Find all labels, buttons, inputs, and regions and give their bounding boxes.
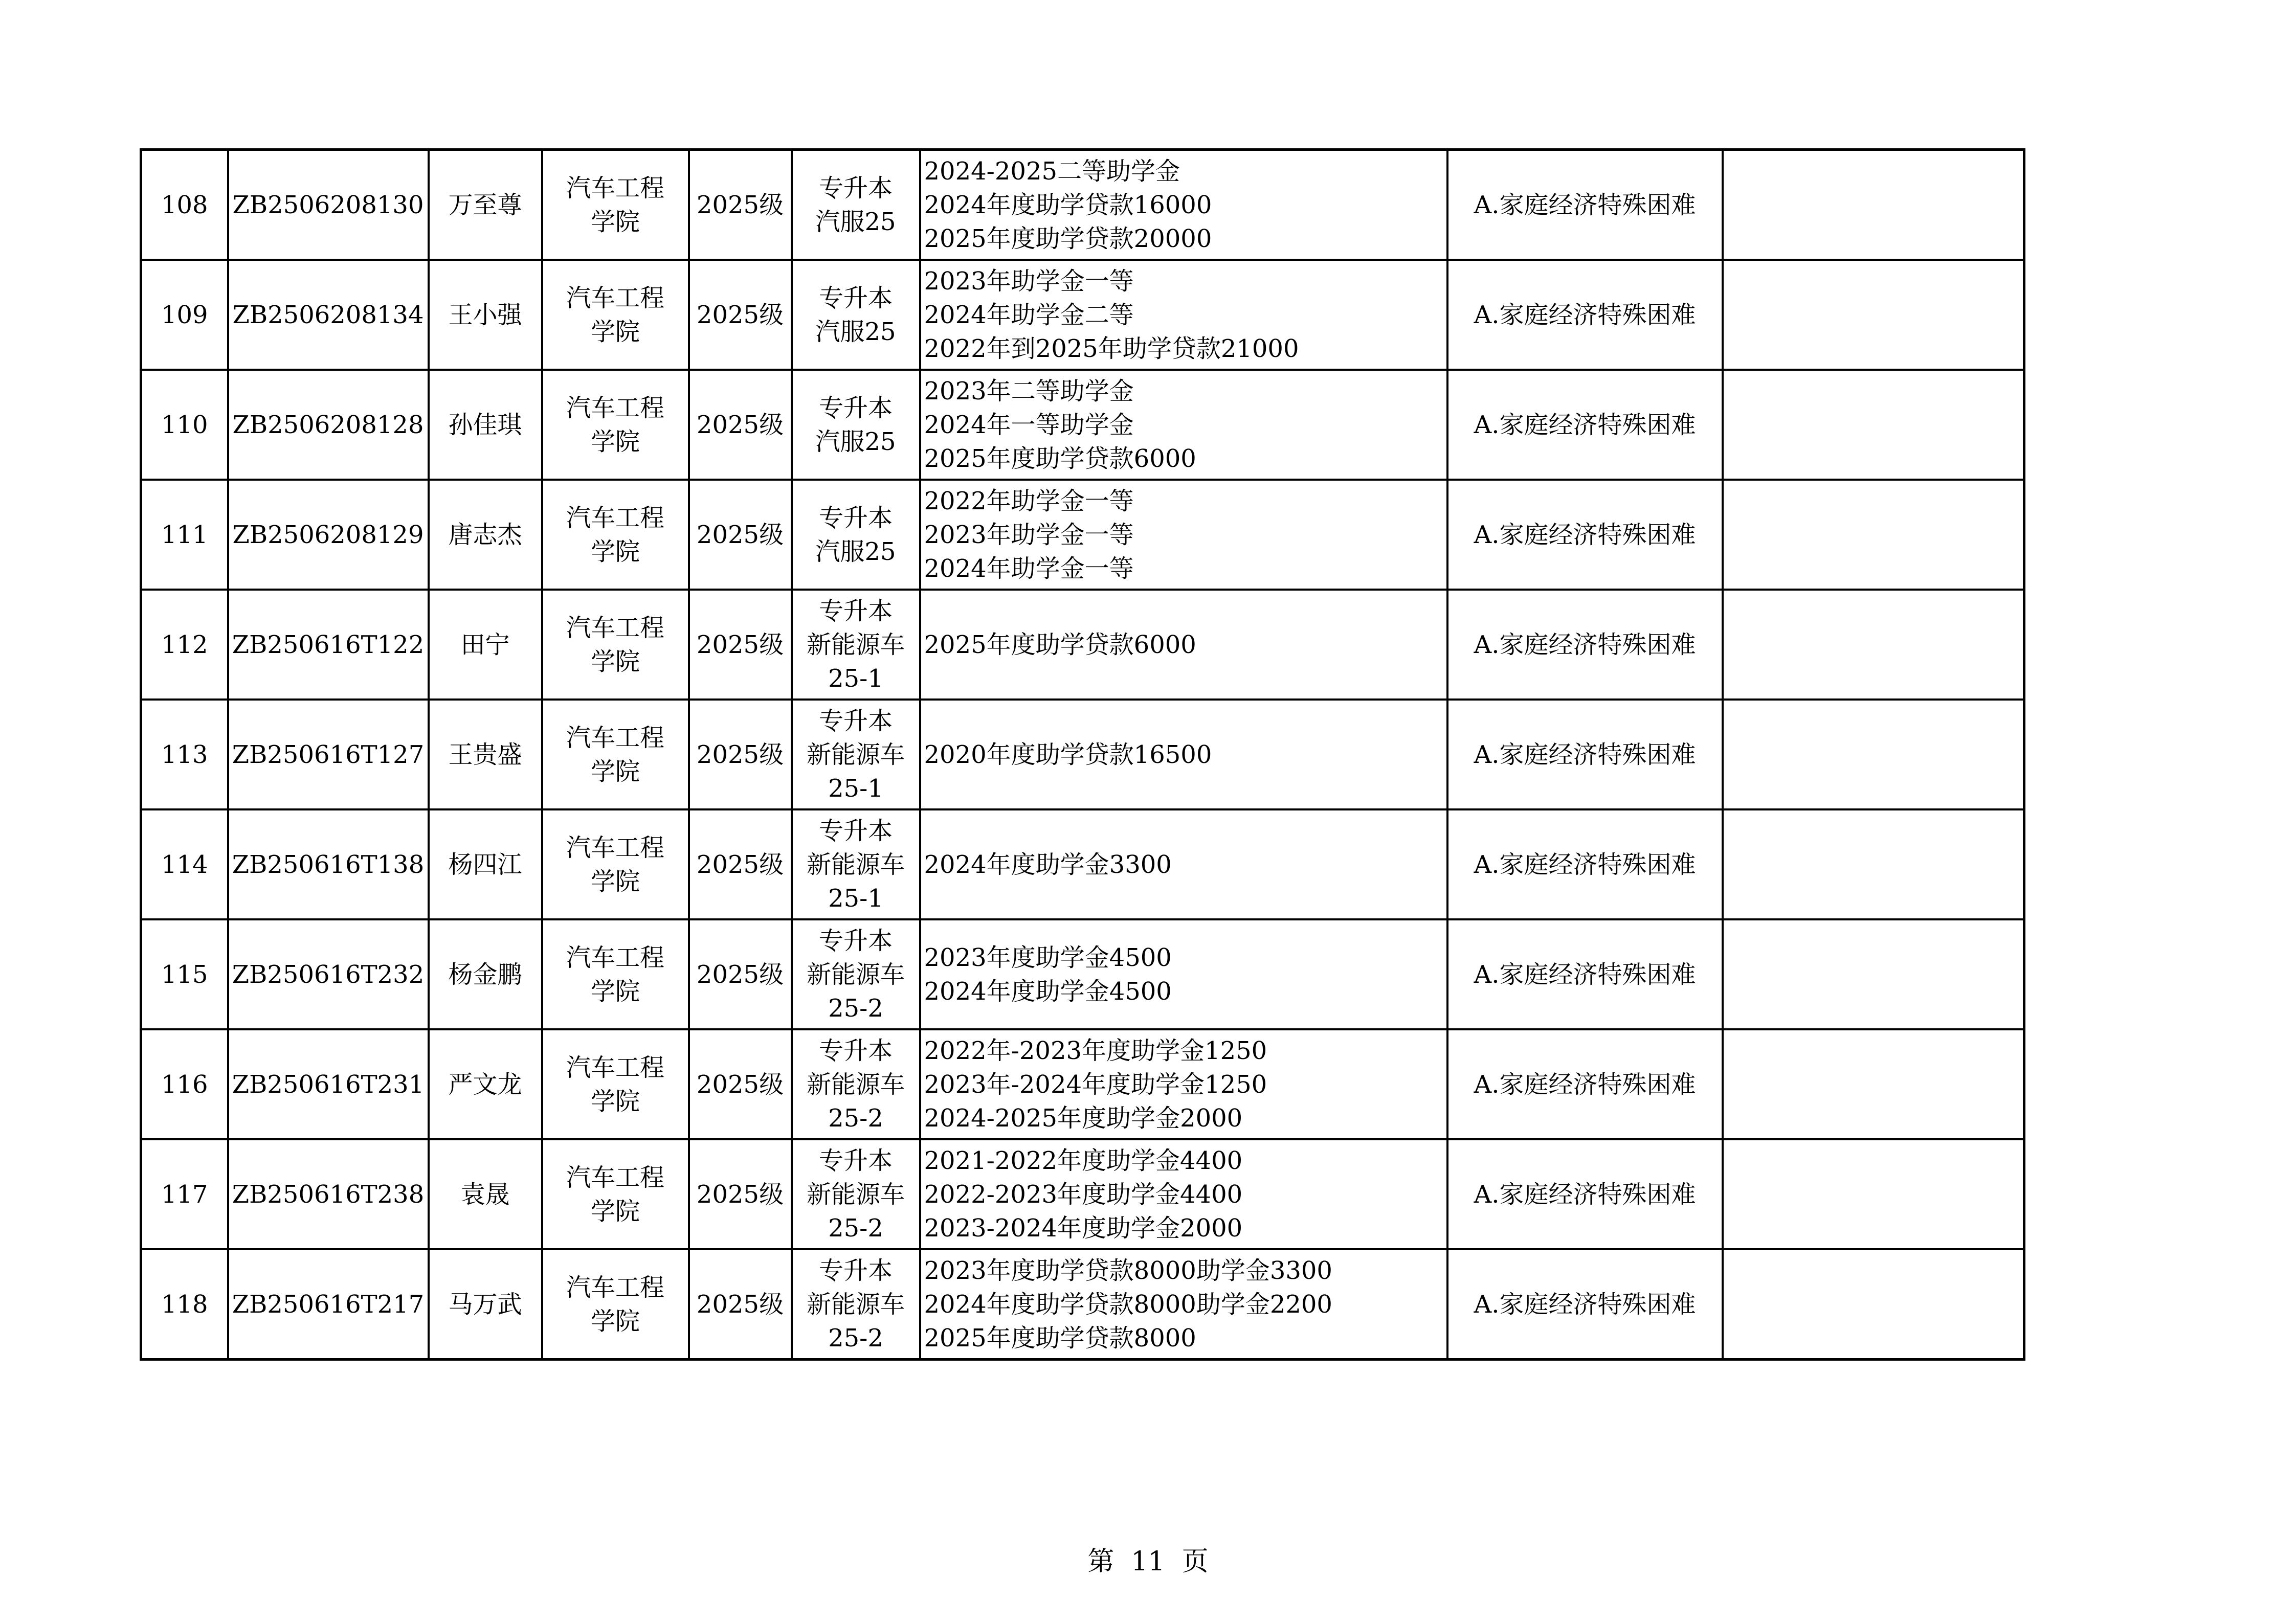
cell-college bbox=[542, 150, 689, 260]
cell-college-line: 汽车工程 bbox=[566, 833, 664, 862]
cell-name: 王贵盛 bbox=[429, 700, 542, 809]
cell-name: 杨金鹏 bbox=[429, 919, 542, 1029]
cell-class-line: 25-1 bbox=[828, 664, 883, 693]
cell-name: 唐志杰 bbox=[429, 480, 542, 590]
cell-college-line: 汽车工程 bbox=[566, 393, 664, 422]
cell-note bbox=[1723, 1139, 2024, 1249]
cell-class-line: 新能源车 bbox=[806, 960, 905, 989]
cell-name: 严文龙 bbox=[429, 1029, 542, 1139]
cell-aid-history bbox=[920, 590, 1447, 700]
cell-seq: 118 bbox=[141, 1249, 228, 1360]
cell-aid-history-line: 2024年度助学金4500 bbox=[924, 977, 1172, 1006]
cell-grade: 2025级 bbox=[689, 809, 792, 919]
cell-class-line: 专升本 bbox=[818, 816, 893, 845]
cell-aid-history-line: 2023-2024年度助学金2000 bbox=[924, 1213, 1243, 1243]
cell-college-line: 汽车工程 bbox=[566, 283, 664, 312]
cell-class-line: 新能源车 bbox=[806, 850, 905, 879]
cell-class bbox=[792, 480, 920, 590]
cell-seq: 110 bbox=[141, 370, 228, 480]
cell-aid-history-line: 2023年助学金一等 bbox=[924, 520, 1134, 549]
cell-class bbox=[792, 590, 920, 700]
cell-difficulty-type: A.家庭经济特殊困难 bbox=[1447, 370, 1723, 480]
cell-aid-history-line: 2023年-2024年度助学金1250 bbox=[924, 1070, 1267, 1099]
cell-aid-history bbox=[920, 700, 1447, 809]
cell-college-line: 汽车工程 bbox=[566, 173, 664, 202]
cell-aid-history-line: 2024年度助学金3300 bbox=[924, 850, 1172, 879]
cell-difficulty-type: A.家庭经济特殊困难 bbox=[1447, 1249, 1723, 1360]
cell-name: 马万武 bbox=[429, 1249, 542, 1360]
cell-aid-history-line: 2025年度助学贷款8000 bbox=[924, 1323, 1196, 1352]
cell-name: 万至尊 bbox=[429, 150, 542, 260]
cell-college-line: 学院 bbox=[590, 647, 640, 676]
cell-class-line: 新能源车 bbox=[806, 1290, 905, 1319]
cell-college-line: 学院 bbox=[590, 427, 640, 456]
cell-college bbox=[542, 1139, 689, 1249]
cell-class bbox=[792, 1249, 920, 1360]
cell-student-id: ZB250616T127 bbox=[228, 700, 429, 809]
cell-aid-history-line: 2023年二等助学金 bbox=[924, 376, 1134, 405]
cell-name: 王小强 bbox=[429, 260, 542, 370]
cell-note bbox=[1723, 590, 2024, 700]
cell-class-line: 25-1 bbox=[828, 884, 883, 913]
cell-aid-history bbox=[920, 370, 1447, 480]
cell-seq: 115 bbox=[141, 919, 228, 1029]
cell-student-id: ZB2506208129 bbox=[228, 480, 429, 590]
cell-college bbox=[542, 480, 689, 590]
cell-aid-history-line: 2025年度助学贷款6000 bbox=[924, 444, 1196, 473]
cell-note bbox=[1723, 919, 2024, 1029]
cell-student-id: ZB2506208134 bbox=[228, 260, 429, 370]
cell-student-id: ZB250616T138 bbox=[228, 809, 429, 919]
cell-college-line: 学院 bbox=[590, 1306, 640, 1336]
cell-aid-history-line: 2025年度助学贷款6000 bbox=[924, 630, 1196, 659]
cell-grade: 2025级 bbox=[689, 370, 792, 480]
page-number: 第 11 页 bbox=[1087, 1546, 1209, 1577]
cell-class-line: 专升本 bbox=[818, 706, 893, 735]
table-row bbox=[141, 260, 2024, 370]
cell-name: 袁晟 bbox=[429, 1139, 542, 1249]
cell-class-line: 专升本 bbox=[818, 596, 893, 625]
cell-aid-history bbox=[920, 260, 1447, 370]
cell-class-line: 汽服25 bbox=[815, 207, 896, 236]
cell-class bbox=[792, 809, 920, 919]
cell-grade: 2025级 bbox=[689, 260, 792, 370]
cell-college bbox=[542, 590, 689, 700]
cell-class bbox=[792, 1139, 920, 1249]
cell-note bbox=[1723, 1249, 2024, 1360]
cell-college-line: 学院 bbox=[590, 537, 640, 566]
cell-college-line: 学院 bbox=[590, 207, 640, 236]
cell-grade: 2025级 bbox=[689, 1139, 792, 1249]
cell-college bbox=[542, 260, 689, 370]
cell-aid-history-line: 2022-2023年度助学金4400 bbox=[924, 1180, 1243, 1209]
cell-class bbox=[792, 1029, 920, 1139]
cell-aid-history-line: 2023年度助学贷款8000助学金3300 bbox=[924, 1256, 1332, 1285]
cell-note bbox=[1723, 150, 2024, 260]
cell-aid-history bbox=[920, 1249, 1447, 1360]
cell-grade: 2025级 bbox=[689, 700, 792, 809]
cell-college bbox=[542, 1249, 689, 1360]
cell-class-line: 新能源车 bbox=[806, 1180, 905, 1209]
cell-college-line: 汽车工程 bbox=[566, 503, 664, 532]
cell-aid-history bbox=[920, 919, 1447, 1029]
cell-aid-history-line: 2022年-2023年度助学金1250 bbox=[924, 1036, 1267, 1065]
cell-grade: 2025级 bbox=[689, 480, 792, 590]
cell-difficulty-type: A.家庭经济特殊困难 bbox=[1447, 150, 1723, 260]
cell-student-id: ZB250616T238 bbox=[228, 1139, 429, 1249]
cell-aid-history-line: 2024-2025年度助学金2000 bbox=[924, 1103, 1243, 1133]
table-row bbox=[141, 1139, 2024, 1249]
cell-aid-history bbox=[920, 480, 1447, 590]
cell-aid-history-line: 2024年助学金一等 bbox=[924, 554, 1134, 583]
table-row bbox=[141, 919, 2024, 1029]
cell-aid-history-line: 2021-2022年度助学金4400 bbox=[924, 1146, 1243, 1175]
cell-seq: 108 bbox=[141, 150, 228, 260]
cell-aid-history bbox=[920, 809, 1447, 919]
cell-aid-history-line: 2024年度助学贷款16000 bbox=[924, 190, 1212, 219]
cell-seq: 109 bbox=[141, 260, 228, 370]
cell-college-line: 汽车工程 bbox=[566, 943, 664, 972]
cell-college-line: 学院 bbox=[590, 1087, 640, 1116]
cell-difficulty-type: A.家庭经济特殊困难 bbox=[1447, 919, 1723, 1029]
cell-class bbox=[792, 700, 920, 809]
cell-seq: 117 bbox=[141, 1139, 228, 1249]
table-row bbox=[141, 1249, 2024, 1360]
cell-college-line: 汽车工程 bbox=[566, 723, 664, 752]
cell-difficulty-type: A.家庭经济特殊困难 bbox=[1447, 480, 1723, 590]
cell-class-line: 新能源车 bbox=[806, 630, 905, 659]
cell-college-line: 学院 bbox=[590, 867, 640, 896]
cell-student-id: ZB2506208128 bbox=[228, 370, 429, 480]
cell-seq: 113 bbox=[141, 700, 228, 809]
cell-aid-history bbox=[920, 150, 1447, 260]
cell-difficulty-type: A.家庭经济特殊困难 bbox=[1447, 590, 1723, 700]
cell-college bbox=[542, 370, 689, 480]
cell-college-line: 学院 bbox=[590, 1197, 640, 1226]
cell-class-line: 专升本 bbox=[818, 1256, 893, 1285]
cell-student-id: ZB250616T231 bbox=[228, 1029, 429, 1139]
cell-seq: 114 bbox=[141, 809, 228, 919]
cell-aid-history bbox=[920, 1029, 1447, 1139]
cell-class-line: 专升本 bbox=[818, 926, 893, 955]
table-row bbox=[141, 809, 2024, 919]
cell-college-line: 学院 bbox=[590, 977, 640, 1006]
student-aid-table bbox=[140, 148, 2025, 1361]
cell-college-line: 学院 bbox=[590, 317, 640, 346]
cell-college-line: 汽车工程 bbox=[566, 1273, 664, 1302]
cell-class-line: 25-2 bbox=[828, 1103, 883, 1133]
cell-note bbox=[1723, 370, 2024, 480]
cell-aid-history-line: 2022年助学金一等 bbox=[924, 486, 1134, 515]
cell-college-line: 汽车工程 bbox=[566, 613, 664, 642]
cell-college bbox=[542, 809, 689, 919]
cell-class-line: 汽服25 bbox=[815, 317, 896, 346]
cell-class bbox=[792, 260, 920, 370]
cell-class-line: 25-2 bbox=[828, 1323, 883, 1352]
cell-grade: 2025级 bbox=[689, 919, 792, 1029]
cell-college-line: 汽车工程 bbox=[566, 1163, 664, 1192]
cell-seq: 116 bbox=[141, 1029, 228, 1139]
cell-grade: 2025级 bbox=[689, 150, 792, 260]
cell-grade: 2025级 bbox=[689, 1249, 792, 1360]
cell-class bbox=[792, 919, 920, 1029]
cell-class-line: 专升本 bbox=[818, 1036, 893, 1065]
cell-aid-history-line: 2023年度助学金4500 bbox=[924, 943, 1172, 972]
cell-class-line: 25-2 bbox=[828, 994, 883, 1023]
cell-aid-history-line: 2020年度助学贷款16500 bbox=[924, 740, 1212, 769]
cell-class-line: 专升本 bbox=[818, 173, 893, 202]
cell-name: 田宁 bbox=[429, 590, 542, 700]
cell-grade: 2025级 bbox=[689, 590, 792, 700]
table-row bbox=[141, 700, 2024, 809]
cell-grade: 2025级 bbox=[689, 1029, 792, 1139]
cell-class-line: 25-2 bbox=[828, 1213, 883, 1243]
cell-college bbox=[542, 919, 689, 1029]
cell-note bbox=[1723, 1029, 2024, 1139]
cell-aid-history-line: 2024年一等助学金 bbox=[924, 410, 1134, 439]
cell-college-line: 汽车工程 bbox=[566, 1053, 664, 1082]
cell-class-line: 专升本 bbox=[818, 503, 893, 532]
cell-college-line: 学院 bbox=[590, 757, 640, 786]
cell-aid-history bbox=[920, 1139, 1447, 1249]
cell-aid-history-line: 2024-2025二等助学金 bbox=[924, 156, 1180, 186]
cell-difficulty-type: A.家庭经济特殊困难 bbox=[1447, 260, 1723, 370]
cell-difficulty-type: A.家庭经济特殊困难 bbox=[1447, 1029, 1723, 1139]
table-row bbox=[141, 150, 2024, 260]
cell-class-line: 专升本 bbox=[818, 1146, 893, 1175]
cell-class-line: 汽服25 bbox=[815, 427, 896, 456]
cell-class-line: 新能源车 bbox=[806, 740, 905, 769]
cell-note bbox=[1723, 809, 2024, 919]
table-row bbox=[141, 590, 2024, 700]
cell-aid-history-line: 2022年到2025年助学贷款21000 bbox=[924, 334, 1299, 363]
cell-college bbox=[542, 1029, 689, 1139]
cell-student-id: ZB250616T232 bbox=[228, 919, 429, 1029]
cell-class-line: 新能源车 bbox=[806, 1070, 905, 1099]
cell-student-id: ZB2506208130 bbox=[228, 150, 429, 260]
cell-college bbox=[542, 700, 689, 809]
cell-aid-history-line: 2024年度助学贷款8000助学金2200 bbox=[924, 1290, 1332, 1319]
cell-class-line: 专升本 bbox=[818, 283, 893, 312]
cell-aid-history-line: 2025年度助学贷款20000 bbox=[924, 224, 1212, 253]
table-body bbox=[141, 150, 2024, 1360]
table-row bbox=[141, 480, 2024, 590]
cell-class bbox=[792, 370, 920, 480]
cell-student-id: ZB250616T122 bbox=[228, 590, 429, 700]
cell-class bbox=[792, 150, 920, 260]
cell-difficulty-type: A.家庭经济特殊困难 bbox=[1447, 700, 1723, 809]
table-row bbox=[141, 1029, 2024, 1139]
table-row bbox=[141, 370, 2024, 480]
cell-note bbox=[1723, 260, 2024, 370]
cell-seq: 111 bbox=[141, 480, 228, 590]
cell-aid-history-line: 2024年助学金二等 bbox=[924, 300, 1134, 329]
cell-seq: 112 bbox=[141, 590, 228, 700]
cell-aid-history-line: 2023年助学金一等 bbox=[924, 266, 1134, 296]
cell-class-line: 25-1 bbox=[828, 774, 883, 803]
cell-note bbox=[1723, 700, 2024, 809]
cell-difficulty-type: A.家庭经济特殊困难 bbox=[1447, 809, 1723, 919]
cell-difficulty-type: A.家庭经济特殊困难 bbox=[1447, 1139, 1723, 1249]
cell-note bbox=[1723, 480, 2024, 590]
cell-name: 孙佳琪 bbox=[429, 370, 542, 480]
cell-student-id: ZB250616T217 bbox=[228, 1249, 429, 1360]
cell-class-line: 汽服25 bbox=[815, 537, 896, 566]
cell-name: 杨四江 bbox=[429, 809, 542, 919]
cell-class-line: 专升本 bbox=[818, 393, 893, 422]
